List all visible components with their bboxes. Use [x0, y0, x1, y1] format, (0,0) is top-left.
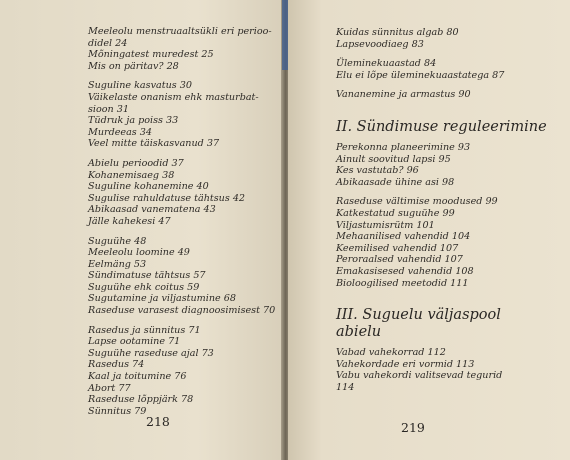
- spacer: [336, 81, 556, 89]
- right-toc: [336, 27, 556, 393]
- toc-entry: Peroraalsed vahendid 107: [336, 254, 463, 266]
- toc-entry: 114: [336, 381, 355, 393]
- toc-entry: Elu ei lõpe üleminekuaastatega 87: [336, 69, 505, 81]
- toc-entry: Abielu perioodid 37: [88, 157, 184, 169]
- left-toc: [88, 26, 276, 417]
- toc-entry: sioon 31: [88, 103, 129, 115]
- toc-entry: Vabad vahekorrad 112: [336, 347, 446, 359]
- toc-entry: Raseduse vältimise moodused 99: [336, 196, 498, 208]
- toc-entry: Suguühe 48: [88, 235, 147, 247]
- toc-entry: Kohanemisaeg 38: [88, 169, 175, 181]
- toc-entry: Emakasisesed vahendid 108: [336, 265, 474, 277]
- spacer: [88, 72, 272, 80]
- toc-entry: Mis on päritav? 28: [88, 60, 179, 72]
- toc-entry: Suguline kasvatus 30: [88, 80, 192, 92]
- toc-entry: Kaal ja toitumine 76: [88, 371, 187, 383]
- toc-block-3: [336, 347, 556, 393]
- toc-entry: Meeleolu loomine 49: [88, 247, 190, 259]
- spacer: [88, 228, 272, 236]
- toc-entry: Abikaasad vanematena 43: [88, 204, 216, 216]
- toc-entry: Tüdruk ja poiss 33: [88, 115, 179, 127]
- toc-entry: Suguline kohanemine 40: [88, 181, 209, 193]
- toc-entry: Sünnitus 79: [88, 405, 147, 417]
- spacer: [336, 50, 556, 58]
- toc-entry: Üleminekuaastad 84: [336, 58, 437, 70]
- toc-entry: Kes vastutab? 96: [336, 165, 419, 177]
- toc-entry: Raseduse lõppjärk 78: [88, 394, 194, 406]
- page-number-left: 218: [146, 414, 170, 429]
- toc-entry: Keemilised vahendid 107: [336, 242, 459, 254]
- toc-entry: Abort 77: [88, 382, 131, 394]
- toc-entry: Ainult soovitud lapsi 95: [336, 153, 451, 165]
- toc-entry: Mehaanilised vahendid 104: [336, 231, 471, 243]
- left-page: [0, 0, 283, 460]
- toc-entry: Bioloogilised meetodid 111: [336, 277, 469, 289]
- toc-block-2: [336, 142, 556, 289]
- toc-entry: Viljastumisrütm 101: [336, 219, 435, 231]
- toc-entry: Murdeeas 34: [88, 126, 152, 138]
- toc-entry: Sugutamine ja viljastumine 68: [88, 293, 236, 305]
- toc-entry: Rasedus ja sünnitus 71: [88, 324, 201, 336]
- toc-entry: Suguühe raseduse ajal 73: [88, 347, 214, 359]
- section-heading-3-line2: abielu: [336, 324, 382, 341]
- page-number-right: 219: [401, 420, 425, 435]
- toc-entry: didel 24: [88, 37, 128, 49]
- section-heading-2: II. Sündimuse reguleerimine: [336, 118, 547, 135]
- toc-block-1: [336, 27, 556, 101]
- toc-entry: Jälle kahekesi 47: [88, 215, 171, 227]
- toc-entry: Perekonna planeerimine 93: [336, 141, 471, 153]
- right-page: [288, 0, 570, 460]
- toc-entry: Väikelaste onanism ehk masturbat-: [88, 91, 259, 103]
- spacer: [88, 317, 272, 325]
- toc-entry: Abikaasade ühine asi 98: [336, 176, 455, 188]
- toc-entry: Sugulise rahuldatuse tähtsus 42: [88, 192, 246, 204]
- section-heading-3-line1: III. Suguelu väljaspool: [336, 307, 501, 324]
- toc-entry: Veel mitte täiskasvanud 37: [88, 138, 220, 150]
- toc-entry: Vabu vahekordi valitsevad tegurid: [336, 370, 503, 382]
- toc-entry: Sündimatuse tähtsus 57: [88, 270, 206, 282]
- toc-entry: Kuidas sünnitus algab 80: [336, 27, 459, 38]
- toc-entry: Mõningatest muredest 25: [88, 49, 214, 61]
- toc-entry: Rasedus 74: [88, 359, 145, 371]
- toc-entry: Meeleolu menstruaaltsükli eri perioo-: [88, 26, 272, 37]
- toc-entry: Katkestatud suguühe 99: [336, 207, 455, 219]
- toc-entry: Lapse ootamine 71: [88, 336, 181, 348]
- spacer: [336, 188, 556, 196]
- toc-entry: Vananemine ja armastus 90: [336, 89, 471, 101]
- toc-entry: Raseduse varasest diagnoosimisest 70: [88, 305, 276, 317]
- toc-entry: Suguühe ehk coitus 59: [88, 281, 200, 293]
- toc-entry: Lapsevoodiaeg 83: [336, 38, 424, 50]
- spacer: [88, 150, 272, 158]
- toc-entry: Eelmäng 53: [88, 258, 147, 270]
- toc-entry: Vahekordade eri vormid 113: [336, 358, 475, 370]
